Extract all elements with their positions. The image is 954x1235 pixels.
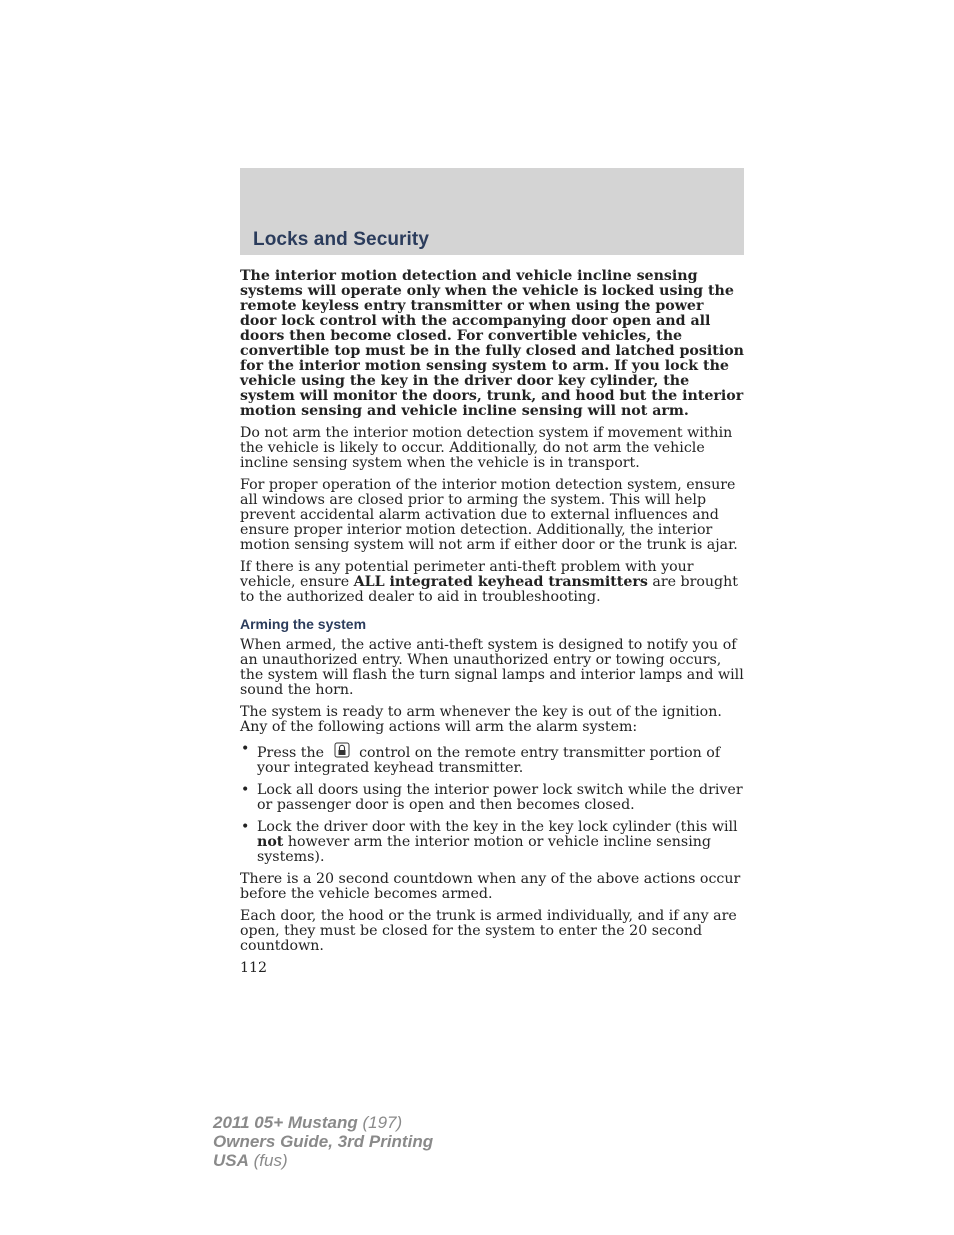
footer-model-code: (197) bbox=[362, 1113, 403, 1132]
footer-region-code: (fus) bbox=[253, 1151, 288, 1170]
paragraph-text: If there is any potential perimeter anti-theft problem with your vehicle, ensure bbox=[240, 559, 694, 590]
list-item-text: however arm the interior motion or vehicle incline sensing systems). bbox=[257, 834, 711, 865]
paragraph: For proper operation of the interior motion detection system, ensure all windows are closed prior to arming the system. This will help prevent accidental alarm activation due to external influences and ensure proper interior motion detection. Additionally, the interior motion sensing system will not arm if either door or the trunk is ajar. bbox=[240, 477, 738, 553]
list-item-text: Press the bbox=[257, 745, 325, 761]
section-title: Locks and Security bbox=[253, 229, 430, 250]
paragraph bbox=[240, 560, 744, 605]
page-number: 112 bbox=[240, 960, 268, 976]
lock-icon bbox=[333, 742, 351, 758]
footer-line-region bbox=[213, 1151, 433, 1170]
emphasis-text: not bbox=[257, 834, 284, 850]
list-item-text: Lock all doors using the interior power lock switch while the driver or passenger door is open and then becomes closed. bbox=[257, 782, 743, 813]
paragraph: The system is ready to arm whenever the key is out of the ignition. Any of the following actions will arm the alarm system: bbox=[240, 704, 722, 735]
paragraph: Each door, the hood or the trunk is armed individually, and if any are open, they must be closed for the system to enter the 20 second countdown. bbox=[240, 908, 737, 954]
footer-line-model bbox=[213, 1113, 433, 1132]
document-footer bbox=[213, 1113, 433, 1170]
list-item bbox=[240, 820, 744, 865]
paragraph: Do not arm the interior motion detection system if movement within the vehicle is likely to occur. Additionally, do not arm the vehicle incline sensing system when the vehicle is in transport. bbox=[240, 425, 733, 471]
list-item-text: control on the remote entry transmitter portion of your integrated keyhead transmitter. bbox=[257, 745, 721, 776]
footer-line-guide bbox=[213, 1132, 433, 1151]
paragraph-text: are brought to the authorized dealer to aid in troubleshooting. bbox=[240, 574, 738, 605]
footer-guide: Owners Guide, 3rd Printing bbox=[213, 1132, 434, 1151]
bullet-dot: • bbox=[241, 819, 250, 835]
emphasis-text: ALL integrated keyhead transmitters bbox=[353, 574, 648, 590]
bullet-dot: • bbox=[241, 782, 250, 798]
warning-paragraph: The interior motion detection and vehicle incline sensing systems will operate only when the vehicle is locked using the remote keyless entry transmitter or when using the power door lock control with the accompanying door open and all doors then become closed. For convertible vehicles, the convertible top must be in the fully closed and latched position for the interior motion sensing system to arm. If you lock the vehicle using the key in the driver door key cylinder, the system will monitor the doors, trunk, and hood but the interior motion sensing and vehicle incline sensing will not arm. bbox=[240, 268, 744, 419]
bullet-dot: • bbox=[241, 741, 250, 757]
section-header-band bbox=[240, 168, 744, 255]
list-item bbox=[240, 742, 744, 776]
footer-region: USA bbox=[213, 1151, 249, 1170]
page-content bbox=[240, 269, 744, 976]
bullet-list bbox=[240, 742, 744, 865]
subheading-arming-the-system: Arming the system bbox=[240, 616, 367, 632]
paragraph: When armed, the active anti-theft system is designed to notify you of an unauthorized entry. When unauthorized entry or towing occurs, the system will flash the turn signal lamps and interior lamps and will sound the horn. bbox=[240, 637, 744, 698]
list-item-text: Lock the driver door with the key in the key lock cylinder (this will bbox=[257, 819, 738, 835]
list-item bbox=[240, 783, 744, 813]
footer-model: 2011 05+ Mustang bbox=[213, 1113, 358, 1132]
paragraph: There is a 20 second countdown when any of the above actions occur before the vehicle becomes armed. bbox=[240, 871, 741, 902]
